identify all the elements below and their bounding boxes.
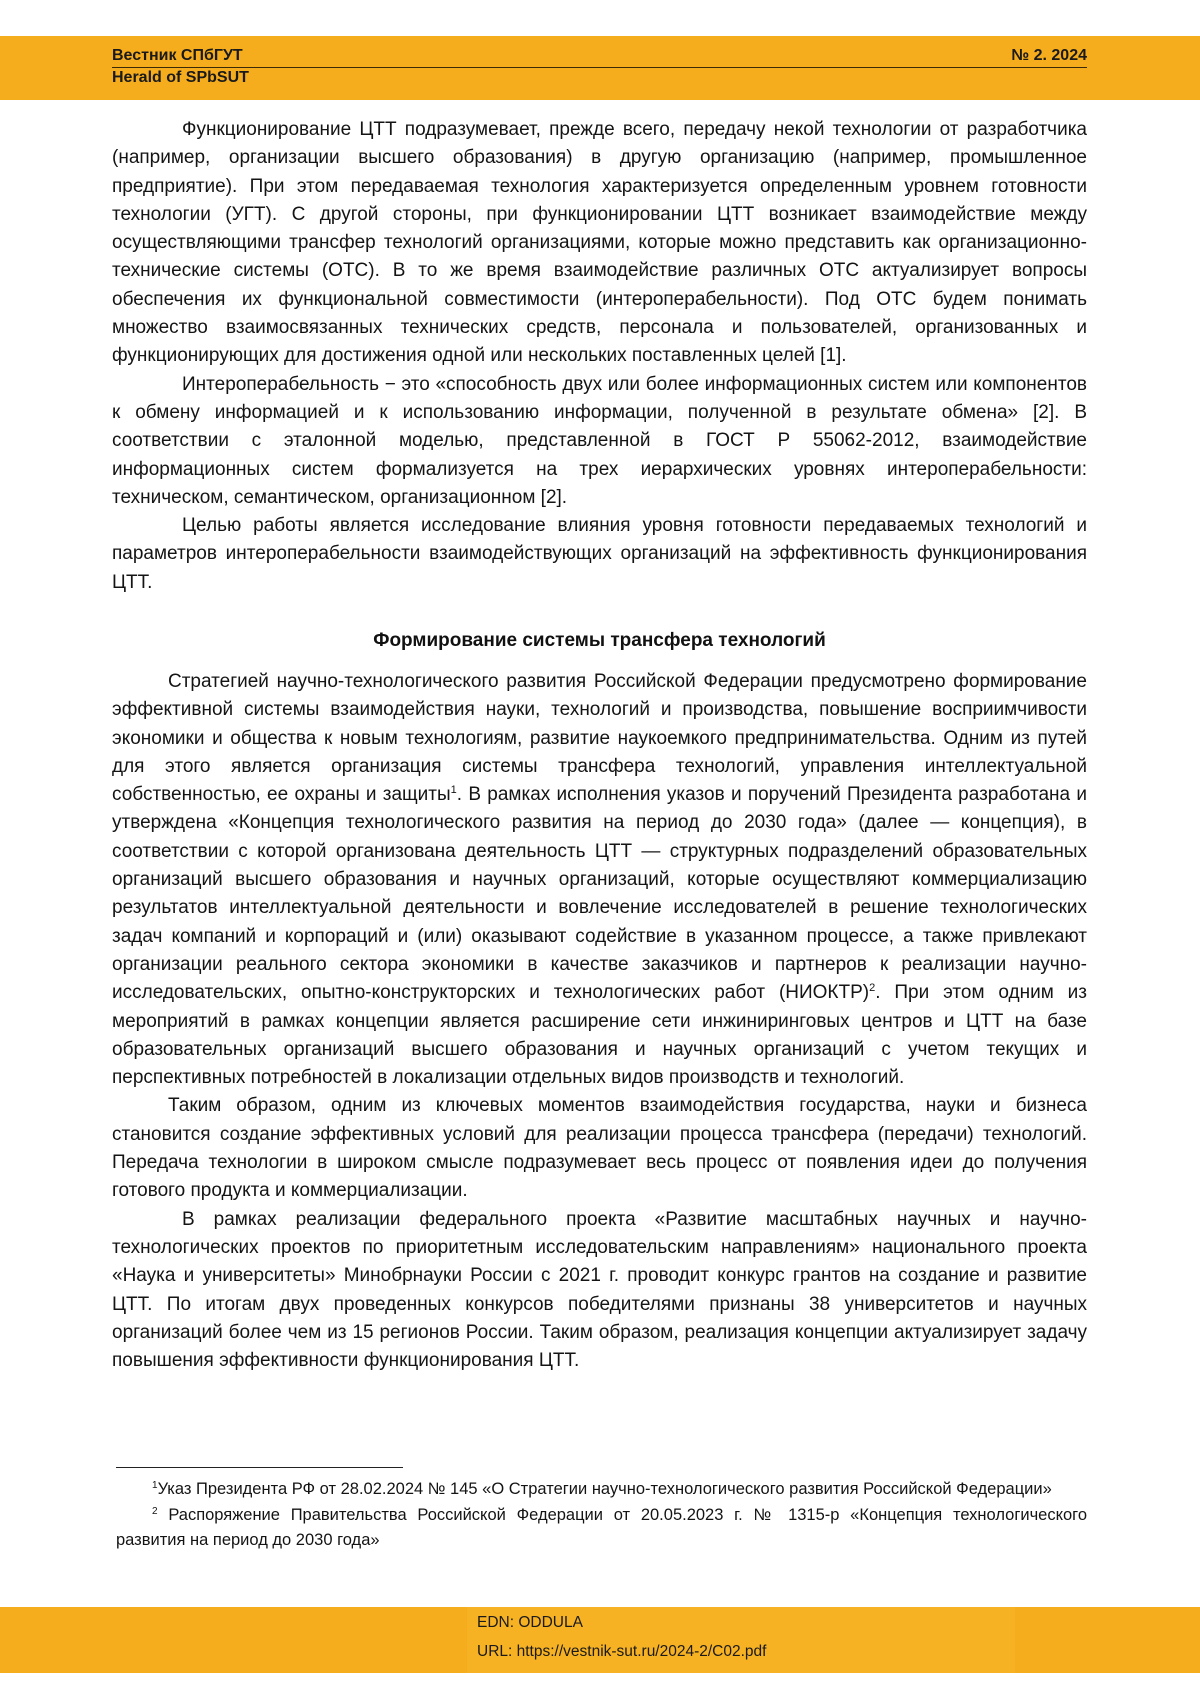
section-heading: Формирование системы трансфера технологий xyxy=(373,630,826,651)
paragraph-part: . При этом одним из мероприятий в рамках концепции является расширение сети инжиниринговых центров и ЦТТ на базе образовательных организаций высшего образования и научных организаций с учетом текущих и перспективных потребностей в локализации отдельных видов производств и технологий. xyxy=(112,982,1088,1089)
paragraph xyxy=(112,668,1087,1092)
paragraph: Функционирование ЦТТ подразумевает, прежде всего, передачу некой технологии от разработчика (например, организации высшего образования) в другую организацию (например, промышленное предприятие). При этом передаваемая технология характеризуется определенным уровнем готовности технологии (УГТ). С другой стороны, при функционировании ЦТТ возникает взаимодействие между осуществляющими трансфер технологий организациями, которые можно представить как организационно-технические системы (ОТС). В то же время взаимодействие различных ОТС актуализирует вопросы обеспечения их функциональной совместимости (интероперабельности). Под ОТС будем понимать множество взаимосвязанных технических средств, персонала и пользователей, организованных и функционирующих для достижения одной или нескольких поставленных целей [1]. xyxy=(112,119,1087,367)
footnote xyxy=(116,1477,1087,1503)
paragraph: Целью работы является исследование влияния уровня готовности передаваемых технологий и параметров интероперабельности взаимодействующих организаций на эффективность функционирования ЦТТ. xyxy=(112,515,1087,593)
paragraph: Интероперабельность − это «способность двух или более информационных систем или компонентов к обмену информацией и к использованию информации, полученной в результате обмена» [2]. В соответствии с эталонной моделью, представленной в ГОСТ Р 55062-2012, взаимодействие информационных систем формализуется на трех иерархических уровнях интероперабельности: техническом, семантическом, организационном [2]. xyxy=(112,373,1087,508)
footnote xyxy=(116,1503,1087,1554)
footnote-ref[interactable]: 1 xyxy=(450,784,457,797)
paragraph-part: Стратегией научно-технологического развития Российской Федерации предусмотрено формирование эффективной системы взаимодействия науки, технологий и производства, повышение восприимчивости экономики и общества к новым технологиям, развитие наукоемкого предпринимательства. Одним из путей для этого является организация системы трансфера технологий, управления интеллектуальной собственностью, ее охраны и защиты xyxy=(112,671,1087,806)
footnote-ref[interactable]: 2 xyxy=(869,982,876,995)
url-link[interactable]: URL: https://vestnik-sut.ru/2024-2/C02.pdf xyxy=(477,1643,767,1660)
journal-title-ru: Вестник СПбГУТ xyxy=(112,47,243,64)
page-header xyxy=(0,36,1200,100)
journal-title-en: Herald of SPbSUT xyxy=(112,69,249,86)
footnote-mark: 2 xyxy=(152,1505,158,1517)
paragraph-part: . В рамках исполнения указов и поручений Президента разработана и утверждена «Концепция технологического развития на период до 2030 года» (далее — концепция), в соответствии с которой организована деятельность ЦТТ — структурных подразделений образовательных организаций высшего образования и научных организаций, которые осуществляют коммерциализацию результатов интеллектуальной деятельности и вовлечение исследователей в решение технологических задач компаний и корпораций и (или) оказывают содействие в указанном процессе, а также привлекают организации реального сектора экономики в качестве заказчиков и партнеров к реализации научно-исследовательских, опытно-конструкторских и технологических работ (НИОКТР) xyxy=(112,784,1087,1004)
footnotes xyxy=(116,1477,1087,1554)
header-rule xyxy=(112,67,1087,68)
paragraph: Таким образом, одним из ключевых моментов взаимодействия государства, науки и бизнеса становится создание эффективных условий для реализации процесса трансфера (передачи) технологий. Передача технологии в широком смысле подразумевает весь процесс от появления идеи до получения готового продукта и коммерциализации. xyxy=(112,1095,1087,1202)
footnote-text: Указ Президента РФ от 28.02.2024 № 145 «О Стратегии научно-технологического развития Российской Федерации» xyxy=(157,1480,1052,1498)
edn-label: EDN: ODDULA xyxy=(477,1614,583,1631)
footnote-text: Распоряжение Правительства Российской Федерации от 20.05.2023 г. № 1315-р «Концепция технологического развития на период до 2030 года» xyxy=(116,1505,1088,1549)
page-footer xyxy=(0,1607,1200,1673)
footnote-mark: 1 xyxy=(152,1480,158,1491)
issue-number: № 2. 2024 xyxy=(1011,47,1087,64)
paragraph: В рамках реализации федерального проекта «Развитие масштабных научных и научно-технологических проектов по приоритетным исследовательским направлениям» национального проекта «Наука и университеты» Минобрнауки России с 2021 г. проводит конкурс грантов на создание и развитие ЦТТ. По итогам двух проведенных конкурсов победителями признаны 38 университетов и научных организаций более чем из 15 регионов России. Таким образом, реализация концепции актуализирует задачу повышения эффективности функционирования ЦТТ. xyxy=(112,1208,1087,1372)
footnote-separator xyxy=(116,1467,403,1468)
section-text xyxy=(112,668,1087,1375)
intro-text xyxy=(112,116,1087,597)
